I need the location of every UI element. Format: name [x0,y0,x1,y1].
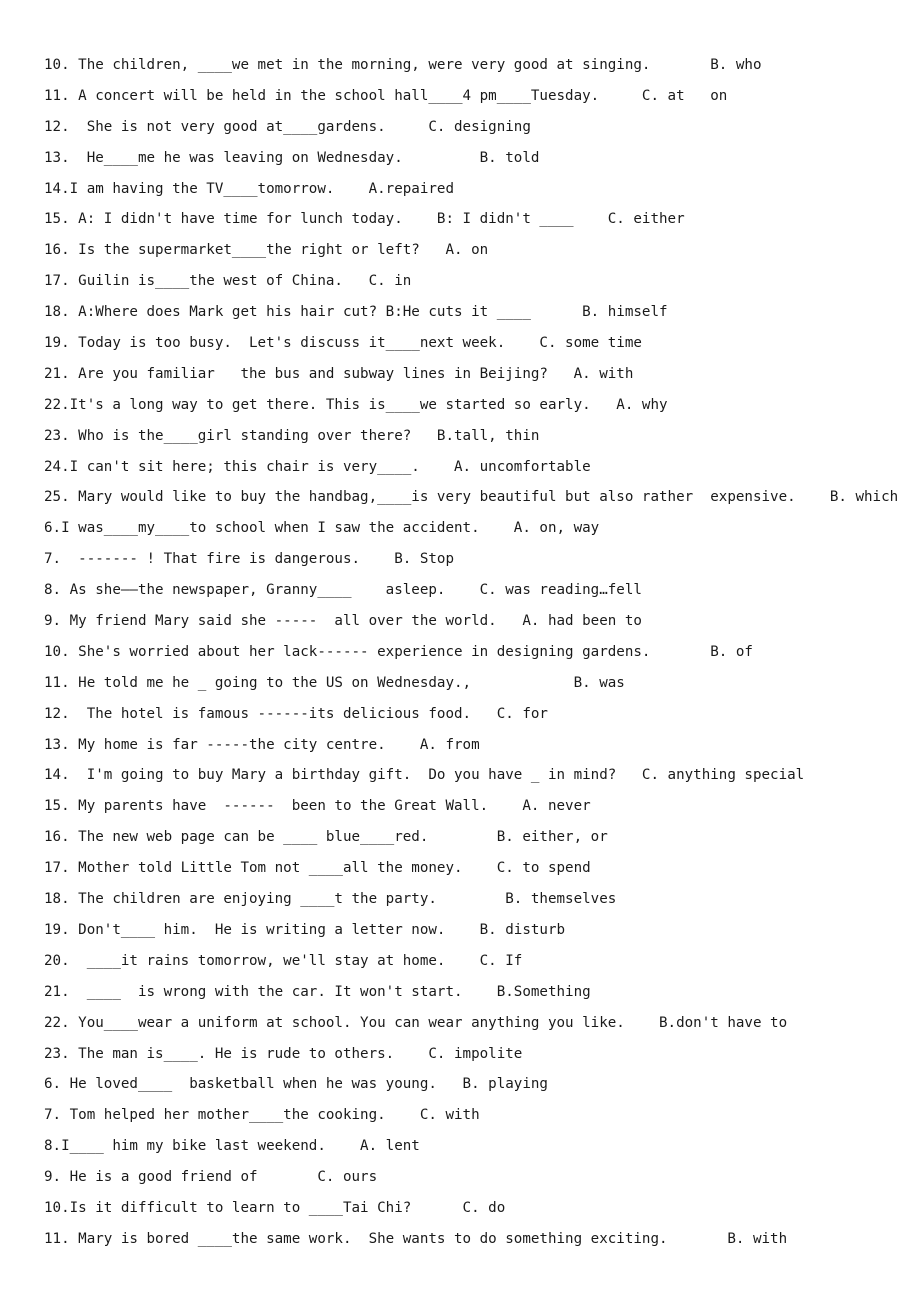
question-line: 21. Are you familiar the bus and subway lines in Beijing? A. with [44,365,634,382]
question-line: 9. My friend Mary said she ----- all over the world. A. had been to [44,613,642,630]
question-line: 11. Mary is bored ____the same work. She wants to do something exciting. B. with [44,1230,788,1247]
question-line: 25. Mary would like to buy the handbag,____is very beautiful but also rather expensive. B. which [44,489,899,506]
question-line: 9. He is a good friend of C. ours [44,1169,378,1186]
question-line: 12. She is not very good at____gardens. C. designing [44,118,531,135]
question-line: 20. ____it rains tomorrow, we'll stay at home. C. If [44,952,523,969]
question-line: 11. He told me he _ going to the US on Wednesday., B. was [44,674,625,691]
question-line: 13. He____me he was leaving on Wednesday. B. told [44,149,540,166]
question-line: 15. A: I didn't have time for lunch today. B: I didn't ____ C. either [44,211,685,228]
question-line: 17. Guilin is____the west of China. C. in [44,273,412,290]
question-line: 24.I can't sit here; this chair is very____. A. uncomfortable [44,458,591,475]
question-line: 8. As she——the newspaper, Granny____ asleep. C. was reading…fell [44,582,642,599]
question-line: 14.I am having the TV____tomorrow. A.repaired [44,180,454,197]
question-line: 15. My parents have ------ been to the Great Wall. A. never [44,798,591,815]
question-line: 7. ------- ! That fire is dangerous. B. Stop [44,551,454,568]
question-line: 18. The children are enjoying ____t the party. B. themselves [44,891,617,908]
question-line: 16. The new web page can be ____ blue____red. B. either, or [44,829,608,846]
question-line: 19. Don't____ him. He is writing a letter now. B. disturb [44,921,566,938]
question-line: 10. The children, ____we met in the morning, were very good at singing. B. who [44,57,762,73]
question-line: 16. Is the supermarket____the right or left? A. on [44,242,489,259]
question-line: 6.I was____my____to school when I saw the accident. A. on, way [44,520,600,537]
question-line: 22. You____wear a uniform at school. You can wear anything you like. B.don't have to [44,1014,788,1031]
question-line: 13. My home is far -----the city centre. A. from [44,736,480,753]
question-line: 23. The man is____. He is rude to others. C. impolite [44,1045,523,1062]
question-line: 23. Who is the____girl standing over there? B.tall, thin [44,427,540,444]
question-line: 14. I'm going to buy Mary a birthday gift. Do you have _ in mind? C. anything special [44,767,805,784]
question-line: 19. Today is too busy. Let's discuss it____next week. C. some time [44,335,642,352]
question-line: 8.I____ him my bike last weekend. A. lent [44,1138,420,1155]
question-line: 11. A concert will be held in the school hall____4 pm____Tuesday. C. at on [44,87,728,104]
question-line: 10. She's worried about her lack------ experience in designing gardens. B. of [44,643,753,660]
question-line: 17. Mother told Little Tom not ____all the money. C. to spend [44,860,591,877]
question-list [44,52,904,1257]
question-line: 12. The hotel is famous ------its delicious food. C. for [44,705,548,722]
question-line: 7. Tom helped her mother____the cooking. C. with [44,1107,480,1124]
question-line: 10.Is it difficult to learn to ____Tai Chi? C. do [44,1199,506,1216]
question-line: 18. A:Where does Mark get his hair cut? B:He cuts it ____ B. himself [44,304,668,321]
question-line: 21. ____ is wrong with the car. It won't start. B.Something [44,983,591,1000]
question-line: 6. He loved____ basketball when he was young. B. playing [44,1076,548,1093]
question-line: 22.It's a long way to get there. This is____we started so early. A. why [44,396,668,413]
